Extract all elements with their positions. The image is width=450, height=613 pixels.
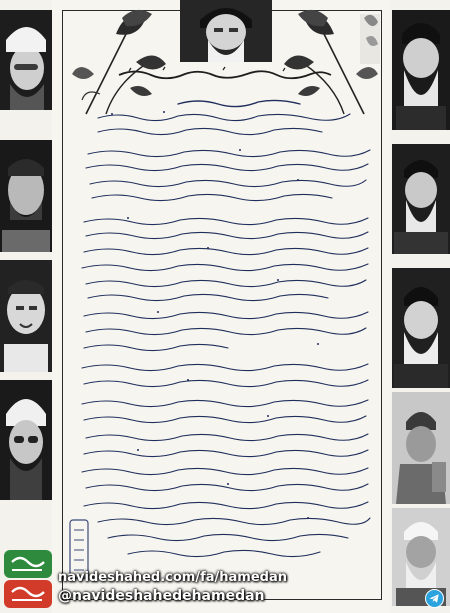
- handwritten-letter-body: [68, 92, 380, 592]
- watermark-handle[interactable]: @navideshahedehamedan: [58, 588, 265, 604]
- portrait-left-3: [0, 260, 52, 372]
- portrait-right-3: [392, 268, 450, 388]
- portrait-right-2: [392, 144, 450, 254]
- watermark-url[interactable]: navideshahed.com/fa/hamedan: [58, 570, 287, 585]
- portrait-right-1: [392, 10, 450, 130]
- portrait-left-4: [0, 380, 52, 500]
- site-logo-icon: [2, 548, 54, 610]
- portrait-left-1: [0, 10, 52, 110]
- header-calligraphy: [115, 66, 335, 80]
- telegram-icon[interactable]: [425, 589, 444, 608]
- portrait-top-center: [180, 0, 272, 62]
- portrait-left-2: [0, 140, 52, 252]
- portrait-right-4: [392, 392, 450, 504]
